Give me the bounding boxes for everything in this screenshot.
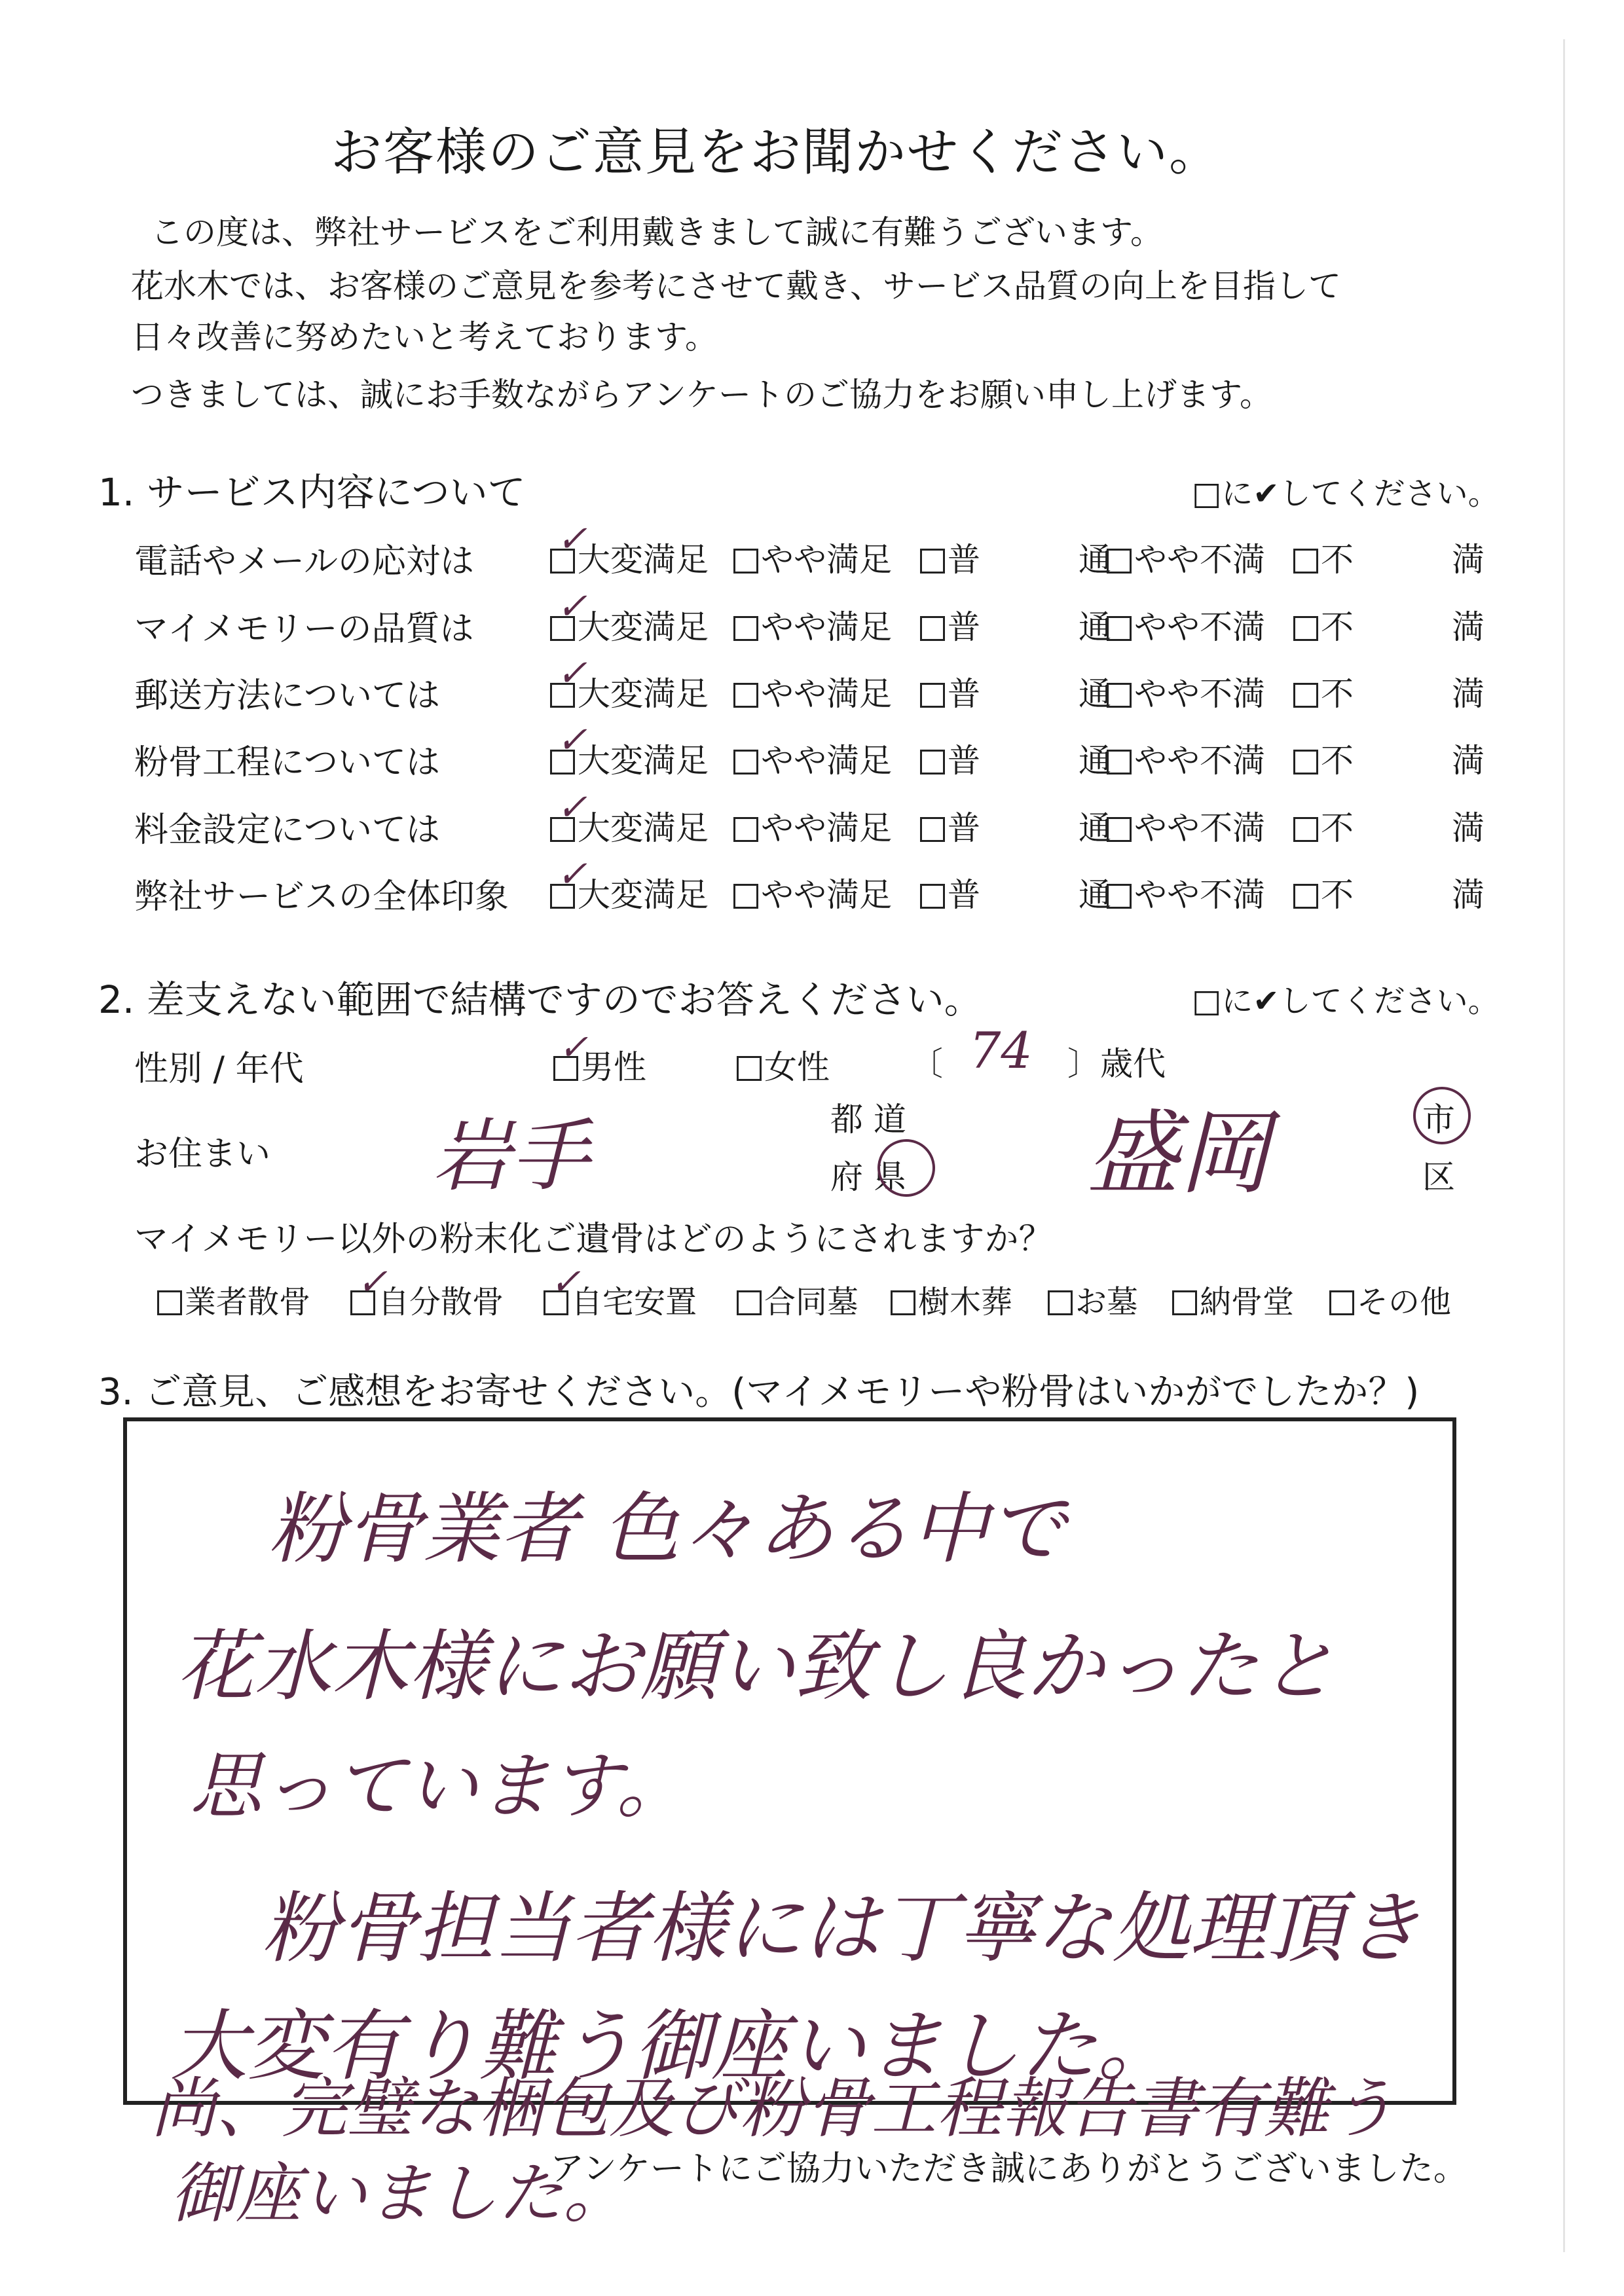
gender-age-label: 性別 / 年代 [134,1049,304,1089]
city-handwritten[interactable]: 盛岡 [1087,1101,1271,1207]
option-label: 大変満足 [578,742,709,780]
option-label: やや満足 [761,742,892,780]
satisfaction-option[interactable] [920,668,1111,715]
satisfaction-option[interactable] [733,735,892,782]
satisfaction-option[interactable] [733,869,892,916]
option-checkbox[interactable] [1107,616,1132,641]
check-mark: ✓ [357,1261,388,1303]
row-label: 弊社サービスの全体印象 [134,877,509,917]
option-label: 不 満 [1321,675,1485,713]
section2-note: □に✔してください。 [1192,983,1500,1019]
satisfaction-option[interactable] [1107,735,1265,782]
option-checkbox[interactable] [733,750,758,774]
remains-checkbox[interactable] [1048,1290,1073,1315]
comment-line: 大変有り難う御座いました。 [170,2001,1175,2091]
check-mark: ✓ [557,786,587,829]
ku-label: 区 [1422,1158,1455,1196]
remains-option[interactable] [544,1261,697,1322]
remains-option-label: 自分散骨 [378,1284,504,1321]
prefecture-handwritten[interactable]: 岩手 [432,1111,589,1202]
remains-option-label: 納骨堂 [1200,1284,1295,1321]
check-mark: ✓ [557,719,587,761]
row-label: 粉骨工程については [134,743,440,782]
check-mark: ✓ [557,652,587,695]
option-label: 大変満足 [578,809,709,847]
section1-heading: 1. サービス内容について [98,470,526,515]
option-checkbox[interactable] [1293,549,1318,574]
option-label: 不 満 [1321,608,1485,646]
remains-question: マイメモリー以外の粉末化ご遺骨はどのようにされますか？ [134,1220,1053,1259]
remains-checkbox[interactable] [1329,1290,1354,1315]
option-label: やや不満 [1134,876,1265,914]
option-label: 大変満足 [578,876,709,914]
option-label: 普 通 [948,675,1111,713]
option-label: 不 満 [1321,809,1485,847]
todo-label-2: 府 県 [830,1158,906,1196]
satisfaction-option[interactable] [920,534,1111,581]
option-label: やや不満 [1134,608,1265,646]
option-checkbox[interactable] [733,817,758,842]
satisfaction-option[interactable] [1293,735,1485,782]
satisfaction-option[interactable] [920,869,1111,916]
satisfaction-option[interactable] [1293,534,1485,581]
satisfaction-option[interactable] [1107,869,1265,916]
satisfaction-option[interactable] [1293,869,1485,916]
intro-line-1: この度は、弊社サービスをご利用戴きまして誠に有難うございます。 [151,213,1163,251]
satisfaction-option[interactable] [550,853,709,916]
option-label: やや不満 [1134,675,1265,713]
satisfaction-option[interactable] [920,802,1111,849]
option-checkbox[interactable] [1293,884,1318,909]
comment-line: 尚、完璧な梱包及び粉骨工程報告書有難う [151,2070,1395,2147]
residence-label: お住まい [134,1135,271,1174]
satisfaction-option[interactable] [1293,668,1485,715]
satisfaction-option[interactable] [550,786,709,849]
option-checkbox[interactable] [1293,817,1318,842]
option-label: 大変満足 [578,608,709,646]
option-checkbox[interactable] [733,616,758,641]
comment-line: 御座いました。 [170,2155,629,2232]
remains-option[interactable] [737,1277,858,1322]
comment-line: 花水木様にお願い致し良かったと [177,1621,1337,1711]
option-checkbox[interactable] [920,683,945,708]
remains-checkbox[interactable] [891,1290,915,1315]
option-label: やや満足 [761,541,892,579]
option-checkbox[interactable] [920,750,945,774]
male-label: 男性 [581,1048,646,1086]
todo-label-1: 都 道 [830,1101,906,1139]
satisfaction-option[interactable] [733,601,892,648]
option-checkbox[interactable] [1107,817,1132,842]
remains-option-label: 自宅安置 [571,1284,697,1321]
section3-heading: 3. ご意見、ご感想をお寄せください。(マイメモリーや粉骨はいかがでしたか？) [98,1371,1420,1413]
option-label: 不 満 [1321,742,1485,780]
satisfaction-option[interactable] [550,719,709,782]
satisfaction-option[interactable] [550,518,709,581]
female-label: 女性 [764,1048,830,1086]
section1-note: □に✔してください。 [1192,475,1500,512]
satisfaction-option[interactable] [1107,601,1265,648]
option-checkbox[interactable] [1107,549,1132,574]
option-label: 普 通 [948,742,1111,780]
satisfaction-option[interactable] [550,652,709,715]
option-label: 大変満足 [578,675,709,713]
satisfaction-option[interactable] [733,802,892,849]
option-checkbox[interactable] [1107,884,1132,909]
ken-circle-mark [877,1139,935,1197]
remains-option[interactable] [1048,1277,1138,1322]
male-check-mark: ✓ [559,1027,589,1068]
remains-checkbox[interactable] [157,1290,182,1315]
thank-you-footer: アンケートにご協力いただき誠にありがとうございました。 [550,2149,1467,2189]
page-title: お客様のご意見をお聞かせください。 [331,123,1222,182]
comment-line: 粉骨担当者様には丁寧な処理頂き [262,1883,1422,1973]
option-label: やや不満 [1134,541,1265,579]
shi-circle-mark [1413,1087,1471,1144]
option-label: やや満足 [761,809,892,847]
row-label: マイメモリーの品質は [134,610,474,649]
option-label: 不 満 [1321,876,1485,914]
satisfaction-option[interactable] [550,585,709,648]
remains-checkbox[interactable] [737,1290,762,1315]
option-label: やや不満 [1134,809,1265,847]
intro-line-4: つきましては、誠にお手数ながらアンケートのご協力をお願い申し上げます。 [131,376,1272,414]
scan-edge-line [1563,39,1565,2252]
remains-checkbox[interactable] [1172,1290,1197,1315]
satisfaction-option[interactable] [1107,668,1265,715]
intro-line-3: 日々改善に努めたいと考えております。 [131,318,718,356]
option-checkbox[interactable] [1293,750,1318,774]
row-label: 郵送方法については [134,676,440,716]
option-checkbox[interactable] [920,616,945,641]
option-checkbox[interactable] [920,549,945,574]
option-label: 普 通 [948,876,1111,914]
remains-option-label: 合同墓 [764,1284,859,1321]
option-label: 普 通 [948,608,1111,646]
remains-option[interactable] [157,1277,310,1322]
remains-option-label: その他 [1357,1284,1452,1321]
option-label: やや満足 [761,675,892,713]
shi-label: 市 [1422,1101,1455,1139]
option-checkbox[interactable] [733,549,758,574]
option-label: 不 満 [1321,541,1485,579]
option-checkbox[interactable] [920,884,945,909]
option-checkbox[interactable] [1293,616,1318,641]
check-mark: ✓ [557,518,587,560]
option-label: やや不満 [1134,742,1265,780]
remains-option[interactable] [350,1261,504,1322]
remains-option[interactable] [1172,1277,1294,1322]
satisfaction-option[interactable] [1107,802,1265,849]
option-label: 大変満足 [578,541,709,579]
remains-option-label: 樹木葬 [918,1284,1013,1321]
option-checkbox[interactable] [1107,750,1132,774]
remains-option-label: 業者散骨 [185,1284,311,1321]
male-option[interactable] [553,1027,646,1088]
female-checkbox[interactable] [737,1056,762,1081]
option-label: やや満足 [761,876,892,914]
satisfaction-option[interactable] [1293,601,1485,648]
satisfaction-option[interactable] [920,735,1111,782]
satisfaction-option[interactable] [1107,534,1265,581]
female-option[interactable] [737,1041,830,1088]
row-label: 料金設定については [134,811,440,850]
remains-option[interactable] [891,1277,1012,1322]
check-mark: ✓ [557,585,587,628]
option-checkbox[interactable] [920,817,945,842]
option-checkbox[interactable] [733,884,758,909]
satisfaction-option[interactable] [920,601,1111,648]
row-label: 電話やメールの応対は [134,542,474,581]
option-label: 普 通 [948,541,1111,579]
option-label: やや満足 [761,608,892,646]
option-checkbox[interactable] [733,683,758,708]
age-value-handwritten[interactable]: 74 [969,1021,1033,1080]
remains-option-label: お墓 [1075,1284,1139,1321]
age-bracket-close: 〕歳代 [1067,1045,1166,1083]
remains-option[interactable] [1329,1277,1451,1322]
option-label: 普 通 [948,809,1111,847]
satisfaction-option[interactable] [733,534,892,581]
check-mark: ✓ [557,853,587,896]
satisfaction-option[interactable] [733,668,892,715]
intro-line-2: 花水木では、お客様のご意見を参考にさせて戴き、サービス品質の向上を目指して [131,267,1341,305]
option-checkbox[interactable] [1293,683,1318,708]
section2-heading: 2. 差支えない範囲で結構ですのでお答えください。 [98,977,982,1022]
option-checkbox[interactable] [1107,683,1132,708]
check-mark: ✓ [550,1261,581,1303]
comment-line: 粉骨業者 色々ある中で [268,1484,1066,1574]
age-bracket-open: 〔 [910,1045,943,1083]
comment-line: 思っています。 [190,1744,689,1828]
satisfaction-option[interactable] [1293,802,1485,849]
